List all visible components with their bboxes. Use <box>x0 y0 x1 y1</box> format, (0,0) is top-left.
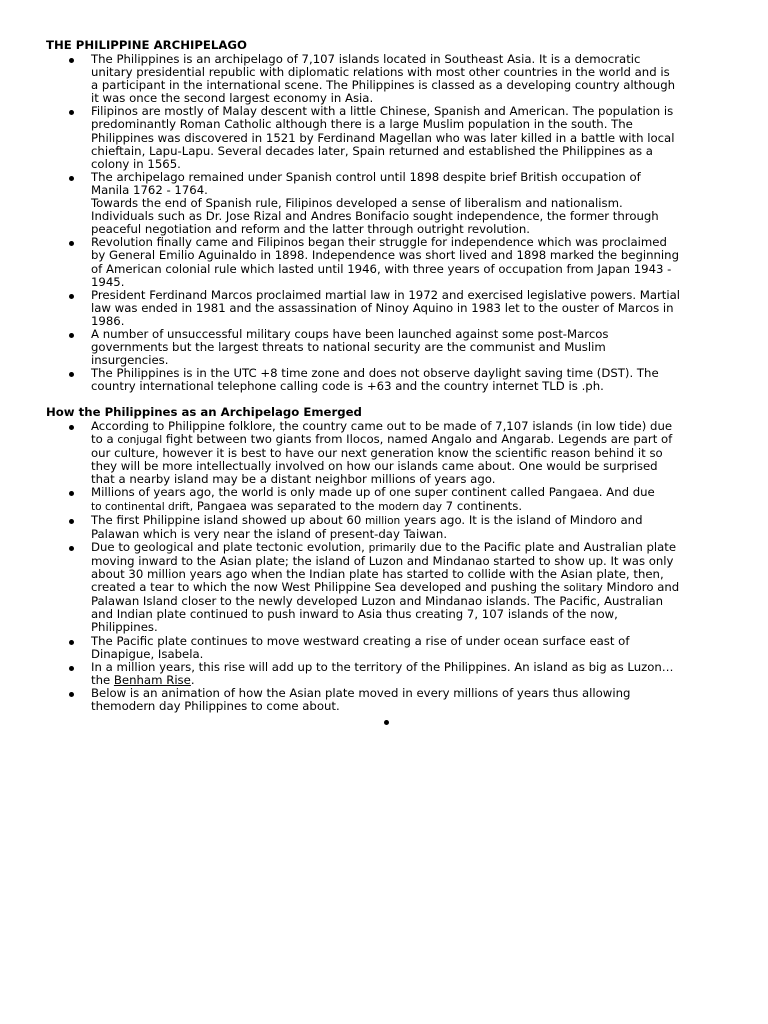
bullet-icon <box>69 640 74 645</box>
list-item <box>0 514 723 541</box>
bullet-icon <box>69 58 74 63</box>
item-text: The Pacific plate continues to move westward creating a rise of under ocean surface east of Dinapigue, Isabela. <box>91 633 630 661</box>
item-text: The first Philippine island showed up about 60 <box>91 512 365 527</box>
bullet-icon <box>69 241 74 246</box>
item-text-small: modern day <box>378 500 442 513</box>
list-item <box>0 541 723 635</box>
list-item <box>0 171 723 236</box>
item-text: According to Philippine folklore, the country came out to be made of 7,107 islands (in low tide) due to a <box>91 419 673 447</box>
item-text: . <box>190 672 195 687</box>
list-item <box>0 105 723 170</box>
list-item <box>0 420 723 486</box>
item-text: 7 continents. <box>441 498 523 513</box>
list-item <box>0 687 723 713</box>
benham-rise-link[interactable]: Benham Rise <box>113 672 191 687</box>
item-text: Millions of years ago, the world is only made up of one super continent called Pangaea. And due <box>91 485 655 500</box>
list-item-text: Revolution finally came and Filipinos began their struggle for independence which was proclaimed by General Emilio Aguinaldo in 1898. Independence was short lived and 1898 marked the beginning of American colonial rule which lasted until 1946, with three years of occupation from Japan 1943 - 1945. <box>91 235 680 289</box>
bullet-icon <box>69 491 74 496</box>
list-item-text: The Philippines is an archipelago of 7,107 islands located in Southeast Asia. It is a democratic unitary presidential republic with diplomatic relations with most other countries in the world and is a participant in the international scene. The Philippines is classed as a developing country although it was once the second largest economy in Asia. <box>91 52 676 106</box>
bullet-icon <box>69 425 74 430</box>
item-text-small: conjugal <box>117 434 163 447</box>
bullet-icon <box>69 110 74 115</box>
list-item-text: The Philippines is in the UTC +8 time zone and does not observe daylight saving time (DST). The country international telephone calling code is +63 and the country internet TLD is .ph. <box>91 366 659 394</box>
item-text: Due to geological and plate tectonic evolution, <box>91 539 369 554</box>
item-text: due to the Pacific plate and Australian plate moving inward to the Asian plate; the island of Luzon and Mindanao started to show up. It was only about 30 million years ago when the Indian plate has started to collide with the Asian plate, then, created a tear to which the now West Philippine Sea developed and pushing the <box>91 539 677 595</box>
list-item <box>0 486 723 513</box>
bullet-icon <box>69 294 74 299</box>
list-item <box>0 635 723 661</box>
bullet-icon <box>69 666 74 671</box>
bullet-icon <box>69 333 74 338</box>
bullet-icon <box>69 692 74 697</box>
list-item <box>0 289 723 328</box>
bullet-icon <box>69 546 74 551</box>
section-title-emerged: How the Philippines as an Archipelago Emerged <box>46 405 362 419</box>
item-text: Below is an animation of how the Asian plate moved in every millions of years thus allowing themodern day Philippines to come about. <box>91 685 631 713</box>
list-item-text: Filipinos are mostly of Malay descent with a little Chinese, Spanish and American. The population is predominantly Roman Catholic although there is a large Muslim population in the south. The Philippines was discovered in 1521 by Ferdinand Magellan who was later killed in a battle with local chieftain, Lapu-Lapu. Several decades later, Spain returned and established the Philippines as a colony in 1565. <box>91 104 675 171</box>
list-item <box>0 53 723 105</box>
item-text: fight between two giants from Ilocos, named Angalo and Angarab. Legends are part of our culture, however it is best to have our next generation know the scientific reason behind it so they will be more intellectually involved on how our islands came about. One would be surprised that a nearby island may be a distant neighbor millions of years ago. <box>91 432 673 487</box>
item-text: Pangaea was separated to the <box>193 498 379 513</box>
list-item-text: A number of unsuccessful military coups have been launched against some post-Marcos governments but the largest threats to national security are the communist and Muslim insurgencies. <box>91 326 609 368</box>
item-text-small: solitary <box>563 582 603 595</box>
bullet-icon <box>69 372 74 377</box>
item-text-small: to continental drift, <box>91 500 194 513</box>
item-text: Mindoro and Palawan Island closer to the newly developed Luzon and Mindanao islands. The Pacific, Australian and Indian plate continued to push inward to Asia thus creating 7, 107 islands of the now, Philippines. <box>91 580 680 635</box>
list-item <box>0 236 723 288</box>
bullet-icon <box>69 519 74 524</box>
bullet-icon <box>69 176 74 181</box>
list-item <box>0 367 723 393</box>
list-item <box>0 661 723 687</box>
list-item-text: The archipelago remained under Spanish control until 1898 despite brief British occupation of Manila 1762 - 1764. Towards the end of Spanish rule, Filipinos developed a sense of liberalism and nationalism. Individuals such as Dr. Jose Rizal and Andres Bonifacio sought independence, the former through peaceful negotiation and reform and the latter through outright revolution. <box>91 169 659 237</box>
list-item <box>0 328 723 367</box>
list-item-text: President Ferdinand Marcos proclaimed martial law in 1972 and exercised legislative powers. Martial law was ended in 1981 and the assassination of Ninoy Aquino in 1983 let to the ouster of Marcos in 1986. <box>91 287 681 328</box>
section-title-archipelago: THE PHILIPPINE ARCHIPELAGO <box>46 38 247 52</box>
archipelago-bullet-list <box>0 53 768 393</box>
emerged-bullet-list <box>0 420 768 713</box>
item-text-small: primarily <box>368 541 416 554</box>
item-text-small: million <box>364 514 401 527</box>
item-text: In a million years, this rise will add up to the territory of the Philippines. An island as big as Luzon… the <box>91 659 674 687</box>
empty-bullet-icon <box>384 720 389 725</box>
item-text: years ago. It is the island of Mindoro and Palawan which is very near the island of present-day Taiwan. <box>91 512 643 541</box>
